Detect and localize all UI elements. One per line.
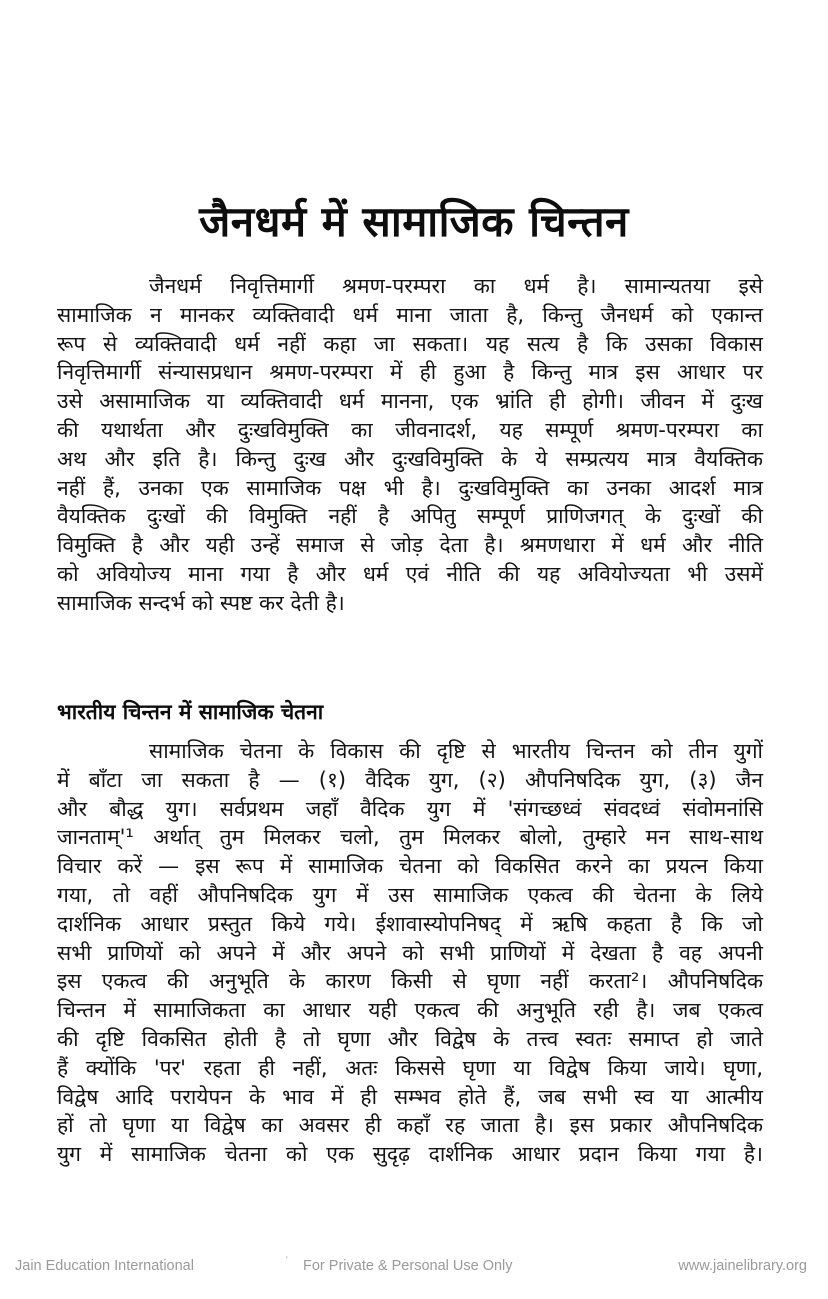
text-line: सामाजिक न मानकर व्यक्तिवादी धर्म माना जाता है, किन्तु जैनधर्म को एकान्त (57, 302, 763, 327)
text-line: की यथार्थता और दुःखविमुक्ति का जीवनादर्श, यह सम्पूर्ण श्रमण-परम्परा का (57, 417, 763, 442)
text-line: विद्वेष आदि परायेपन के भाव में ही सम्भव होते हैं, जब सभी स्व या आत्मीय (57, 1084, 763, 1109)
page-footer (0, 1255, 828, 1280)
text-line: हैं क्योंकि 'पर' रहता ही नहीं, अतः किससे घृणा या विद्वेष किया जाये। घृणा, (57, 1055, 763, 1080)
text-line: चिन्तन में सामाजिकता का आधार यही एकत्व की अनुभूति रही है। जब एकत्व (57, 998, 763, 1023)
footer-website-link[interactable]: www.jainelibrary.org (678, 1258, 807, 1274)
text-line: विचार करें — इस रूप में सामाजिक चेतना को विकसित करने का प्रयत्न किया (57, 854, 763, 879)
footer-mark: ' (286, 1255, 288, 1265)
text-line: नहीं हैं, उनका एक सामाजिक पक्ष भी है। दुःखविमुक्ति का उनका आदर्श मात्र (57, 475, 763, 500)
text-line: और बौद्ध युग। सर्वप्रथम जहाँ वैदिक युग में 'संगच्छध्वं संवदध्वं संवोमनांसि (57, 796, 763, 821)
text-line: हों तो घृणा या विद्वेष का अवसर ही कहाँ रह जाता है। इस प्रकार औपनिषदिक (57, 1113, 763, 1138)
text-line: को अवियोज्य माना गया है और धर्म एवं नीति की यह अवियोज्यता भी उसमें (57, 561, 763, 586)
text-line: की दृष्टि विकसित होती है तो घृणा और विद्वेष के तत्त्व स्वतः समाप्त हो जाते (57, 1026, 763, 1051)
text-line: विमुक्ति है और यही उन्हें समाज से जोड़ देता है। श्रमणधारा में धर्म और नीति (57, 533, 763, 558)
text-line: सभी प्राणियों को अपने में और अपने को सभी प्राणियों में देखता है वह अपनी (57, 940, 763, 965)
text-line: जैनधर्म निवृत्तिमार्गी श्रमण-परम्परा का धर्म है। सामान्यतया इसे (149, 274, 763, 298)
text-line: युग में सामाजिक चेतना को एक सुदृढ़ दार्शनिक आधार प्रदान किया गया है। (57, 1142, 763, 1167)
footer-publisher: Jain Education International (15, 1258, 194, 1274)
text-line: दार्शनिक आधार प्रस्तुत किये गये। ईशावास्योपनिषद् में ऋषि कहता है कि जो (57, 911, 763, 936)
page-title: जैनधर्म में सामाजिक चिन्तन (199, 197, 629, 246)
section-heading: भारतीय चिन्तन में सामाजिक चेतना (57, 700, 324, 724)
text-line: जानताम्'¹ अर्थात् तुम मिलकर चलो, तुम मिलकर बोलो, तुम्हारे मन साथ-साथ (57, 825, 763, 850)
text-line: में बाँटा जा सकता है — (१) वैदिक युग, (२) औपनिषदिक युग, (३) जैन (57, 767, 763, 792)
text-line: उसे असामाजिक या व्यक्तिवादी धर्म मानना, एक भ्रांति ही होगी। जीवन में दुःख (57, 389, 763, 414)
paragraph-2 (57, 737, 763, 1169)
text-line: अथ और इति है। किन्तु दुःख और दुःखविमुक्ति के ये सम्प्रत्यय मात्र वैयक्तिक (57, 446, 763, 471)
text-line: इस एकत्व की अनुभूति के कारण किसी से घृणा नहीं करता²। औपनिषदिक (57, 969, 763, 994)
text-line: निवृत्तिमार्गी संन्यासप्रधान श्रमण-परम्परा में ही हुआ है किन्तु मात्र इस आधार पर (57, 360, 763, 385)
text-line: सामाजिक सन्दर्भ को स्पष्ट कर देती है। (57, 590, 345, 615)
text-line: वैयक्तिक दुःखों की विमुक्ति नहीं है अपितु सम्पूर्ण प्राणिजगत् के दुःखों की (57, 504, 763, 529)
text-line: रूप से व्यक्तिवादी धर्म नहीं कहा जा सकता। यह सत्य है कि उसका विकास (57, 331, 763, 356)
text-line: गया, तो वहीं औपनिषदिक युग में उस सामाजिक एकत्व की चेतना के लिये (57, 882, 763, 907)
footer-usage-notice: For Private & Personal Use Only (303, 1258, 513, 1274)
paragraph-1 (57, 272, 763, 618)
text-line: सामाजिक चेतना के विकास की दृष्टि से भारतीय चिन्तन को तीन युगों (149, 739, 763, 763)
